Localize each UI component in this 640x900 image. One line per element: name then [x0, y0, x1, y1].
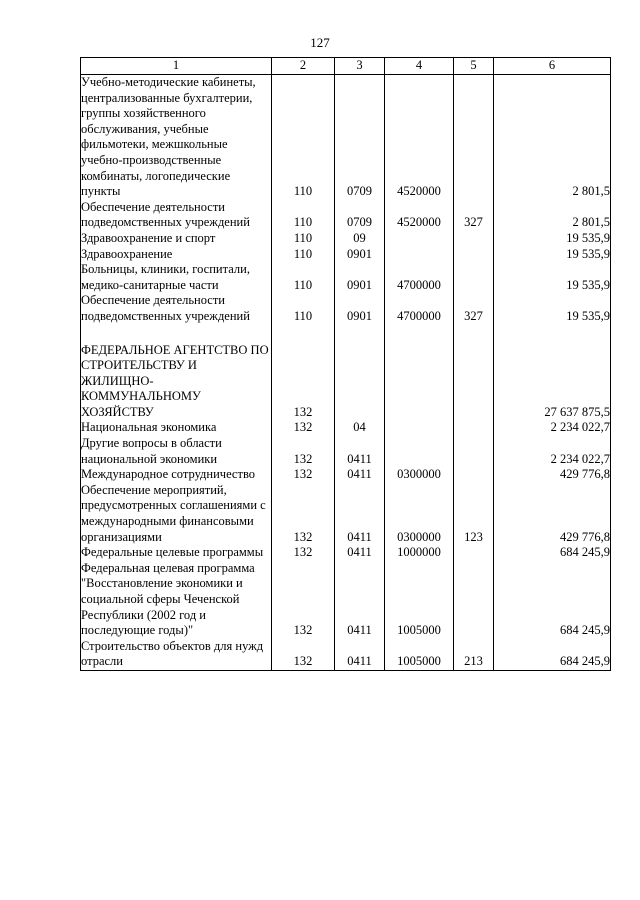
row-code: 132	[272, 545, 335, 561]
row-amount: 19 535,9	[494, 247, 611, 263]
table-row	[81, 436, 611, 467]
row-target	[385, 420, 454, 436]
row-section: 0411	[335, 639, 385, 671]
table-row	[81, 561, 611, 639]
row-code: 132	[272, 639, 335, 671]
table-row	[81, 262, 611, 293]
row-name: Федеральные целевые программы	[81, 545, 272, 561]
row-name: Обеспечение мероприятий, предусмотренных соглашениями с международными финансовыми организациями	[81, 483, 272, 545]
table-row	[81, 247, 611, 263]
row-code: 132	[272, 467, 335, 483]
row-amount: 2 234 022,7	[494, 420, 611, 436]
table-row	[81, 483, 611, 545]
row-amount: 2 234 022,7	[494, 436, 611, 467]
row-code: 110	[272, 293, 335, 324]
row-expense-type: 327	[454, 200, 494, 231]
row-target: 4700000	[385, 262, 454, 293]
table-row	[81, 467, 611, 483]
row-code: 132	[272, 436, 335, 467]
row-expense-type	[454, 436, 494, 467]
spacer-row	[81, 325, 611, 343]
budget-table	[80, 57, 611, 671]
row-target	[385, 247, 454, 263]
row-code: 132	[272, 343, 335, 421]
row-name: ФЕДЕРАЛЬНОЕ АГЕНТСТВО ПО СТРОИТЕЛЬСТВУ И ЖИЛИЩНО-КОММУНАЛЬНОМУ ХОЗЯЙСТВУ	[81, 343, 272, 421]
row-expense-type: 327	[454, 293, 494, 324]
row-amount: 19 535,9	[494, 293, 611, 324]
row-target: 4520000	[385, 200, 454, 231]
row-name: Здравоохранение и спорт	[81, 231, 272, 247]
row-code: 132	[272, 483, 335, 545]
row-section: 0901	[335, 293, 385, 324]
row-expense-type	[454, 231, 494, 247]
row-target: 1000000	[385, 545, 454, 561]
row-amount: 429 776,8	[494, 467, 611, 483]
header-col-5: 5	[454, 58, 494, 75]
row-amount: 429 776,8	[494, 483, 611, 545]
row-section: 0901	[335, 247, 385, 263]
header-col-3: 3	[335, 58, 385, 75]
row-name: Международное сотрудничество	[81, 467, 272, 483]
row-section: 09	[335, 231, 385, 247]
row-name: Другие вопросы в области национальной экономики	[81, 436, 272, 467]
row-target: 0300000	[385, 467, 454, 483]
row-section: 0709	[335, 75, 385, 200]
table-row	[81, 420, 611, 436]
row-code: 132	[272, 420, 335, 436]
row-expense-type	[454, 561, 494, 639]
header-row	[81, 58, 611, 75]
table-row	[81, 293, 611, 324]
row-amount: 27 637 875,5	[494, 343, 611, 421]
table-row	[81, 343, 611, 421]
page-number: 127	[310, 35, 330, 50]
header-col-6: 6	[494, 58, 611, 75]
row-code: 132	[272, 561, 335, 639]
row-expense-type	[454, 247, 494, 263]
row-section: 04	[335, 420, 385, 436]
row-section: 0901	[335, 262, 385, 293]
row-expense-type: 123	[454, 483, 494, 545]
row-section: 0411	[335, 561, 385, 639]
row-name: Обеспечение деятельности подведомственных учреждений	[81, 293, 272, 324]
row-target: 4520000	[385, 75, 454, 200]
row-name: Учебно-методические кабинеты, централизованные бухгалтерии, группы хозяйственного обслуживания, учебные фильмотеки, межшкольные учебно-производственные комбинаты, логопедические пункты	[81, 75, 272, 200]
header-col-4: 4	[385, 58, 454, 75]
row-amount: 684 245,9	[494, 639, 611, 671]
row-section	[335, 343, 385, 421]
row-name: Обеспечение деятельности подведомственных учреждений	[81, 200, 272, 231]
row-amount: 19 535,9	[494, 231, 611, 247]
row-section: 0411	[335, 467, 385, 483]
row-target: 1005000	[385, 639, 454, 671]
row-section: 0411	[335, 436, 385, 467]
row-name: Строительство объектов для нужд отрасли	[81, 639, 272, 671]
header-col-2: 2	[272, 58, 335, 75]
row-code: 110	[272, 231, 335, 247]
table-row	[81, 231, 611, 247]
row-expense-type	[454, 467, 494, 483]
table-row	[81, 200, 611, 231]
row-name: Национальная экономика	[81, 420, 272, 436]
row-expense-type	[454, 262, 494, 293]
row-amount: 684 245,9	[494, 545, 611, 561]
row-name: Больницы, клиники, госпитали, медико-санитарные части	[81, 262, 272, 293]
row-amount: 2 801,5	[494, 75, 611, 200]
row-target: 4700000	[385, 293, 454, 324]
row-amount: 19 535,9	[494, 262, 611, 293]
row-amount: 2 801,5	[494, 200, 611, 231]
row-target	[385, 436, 454, 467]
table-row	[81, 639, 611, 671]
row-expense-type	[454, 545, 494, 561]
row-name: Здравоохранение	[81, 247, 272, 263]
row-amount: 684 245,9	[494, 561, 611, 639]
row-code: 110	[272, 200, 335, 231]
row-target	[385, 231, 454, 247]
table-row	[81, 75, 611, 200]
row-code: 110	[272, 75, 335, 200]
row-name: Федеральная целевая программа "Восстановление экономики и социальной сферы Чеченской Республики (2002 год и последующие годы)"	[81, 561, 272, 639]
table-row	[81, 545, 611, 561]
row-section: 0709	[335, 200, 385, 231]
row-expense-type	[454, 75, 494, 200]
row-expense-type	[454, 343, 494, 421]
row-code: 110	[272, 247, 335, 263]
row-target: 1005000	[385, 561, 454, 639]
row-code: 110	[272, 262, 335, 293]
row-expense-type	[454, 420, 494, 436]
row-target: 0300000	[385, 483, 454, 545]
row-expense-type: 213	[454, 639, 494, 671]
row-target	[385, 343, 454, 421]
header-col-1: 1	[81, 58, 272, 75]
row-section: 0411	[335, 483, 385, 545]
row-section: 0411	[335, 545, 385, 561]
